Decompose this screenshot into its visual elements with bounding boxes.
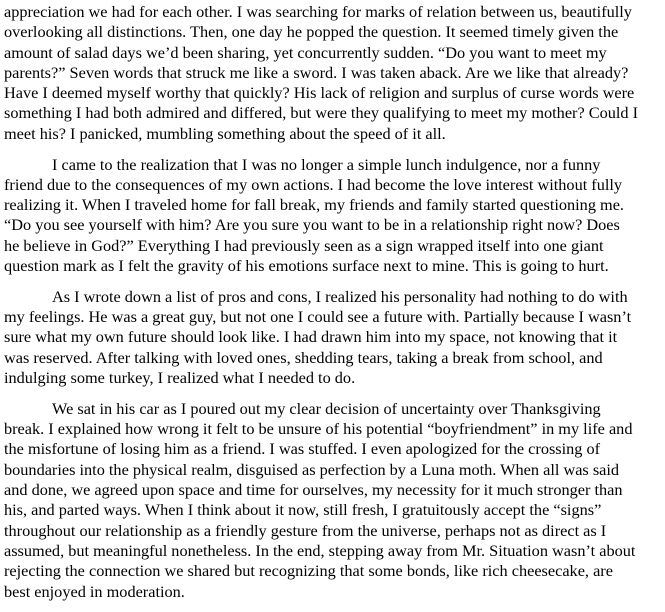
text-line: best enjoyed in moderation. — [4, 581, 185, 601]
text-line: amount of salad days we’d been sharing, yet concurrently sudden. “Do you want to meet my — [4, 42, 607, 62]
text-line: boundaries into the physical realm, disguised as perfection by a Luna moth. When all was said — [4, 459, 620, 479]
text-line: appreciation we had for each other. I was searching for marks of relation between us, beautifully — [4, 2, 632, 21]
text-line: We sat in his car as I poured out my clear decision of uncertainty over Thanksgiving — [52, 398, 601, 418]
text-line: sure what my own future should look like. I had drawn him into my space, not knowing that it — [4, 327, 618, 347]
text-line: “Do you see yourself with him? Are you sure you want to be in a relationship right now? Does — [4, 215, 620, 235]
text-line: realizing it. When I traveled home for fall break, my friends and family started questioning me. — [4, 195, 624, 215]
text-line: friend due to the consequences of my own actions. I had become the love interest without fully — [4, 174, 623, 194]
text-line: indulging some turkey, I realized what I needed to do. — [4, 368, 356, 388]
paragraph-4 — [4, 399, 660, 602]
text-line: he believe in God?” Everything I had previously seen as a sign wrapped itself into one giant — [4, 235, 604, 255]
text-line: the misfortune of losing him as a friend. I was stuffed. I even apologized for the crossing of — [4, 439, 601, 459]
text-line: assumed, but meaningful nonetheless. In the end, stepping away from Mr. Situation wasn’t about — [4, 540, 636, 560]
text-line: my feelings. He was a great guy, but not one I could see a future with. Partially because I wasn’t — [4, 307, 632, 327]
text-line: As I wrote down a list of pros and cons, I realized his personality had nothing to do with — [52, 286, 628, 306]
text-line: overlooking all distinctions. Then, one day he popped the question. It seemed timely given the — [4, 22, 619, 42]
text-line: something I had both admired and differed, but were they qualifying to meet my mother? Could I — [4, 103, 639, 123]
text-line: parents?” Seven words that struck me like a sword. I was taken aback. Are we like that already? — [4, 62, 629, 82]
text-line: and done, we agreed upon space and time for ourselves, my necessity for it much stronger than — [4, 480, 623, 500]
text-line: throughout our relationship as a friendly gesture from the universe, perhaps not as direct as I — [4, 520, 607, 540]
text-line: question mark as I felt the gravity of his emotions surface next to mine. This is going to hurt. — [4, 256, 609, 276]
paragraph-2 — [4, 155, 660, 277]
text-line: was reserved. After talking with loved ones, shedding tears, taking a break from school, and — [4, 347, 603, 367]
text-line: break. I explained how wrong it felt to be unsure of his potential “boyfriendment” in my life and — [4, 419, 633, 439]
paragraph-3 — [4, 287, 660, 388]
text-line: meet his? I panicked, mumbling something about the speed of it all. — [4, 123, 446, 143]
text-line: Have I deemed myself worthy that quickly? His lack of religion and surplus of curse words were — [4, 83, 635, 103]
text-line: rejecting the connection we shared but recognizing that some bonds, like rich cheesecake, are — [4, 561, 613, 581]
document-page — [4, 2, 660, 612]
paragraph-1 — [4, 2, 660, 144]
text-line: I came to the realization that I was no longer a simple lunch indulgence, nor a funny — [52, 154, 601, 174]
text-line: his, and parted ways. When I think about it now, still fresh, I gratuitously accept the “signs” — [4, 500, 602, 520]
